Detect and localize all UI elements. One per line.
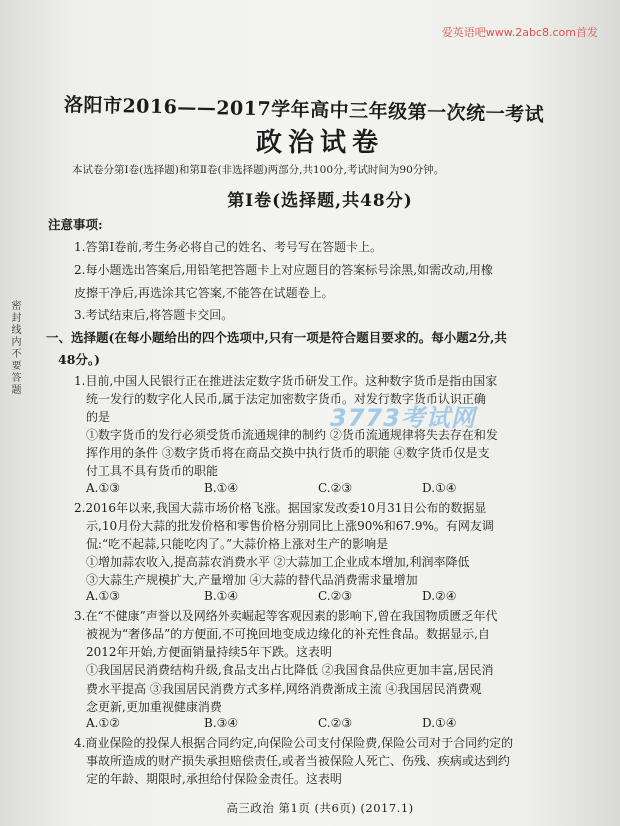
note-item: 皮擦干净后,再选涂其它答案,不能答在试题卷上。 <box>74 286 334 300</box>
question-stem: 2012年开始,方便面销量持续5年下跌。这表明 <box>86 645 332 659</box>
question-statement: 念更新,更加重视健康消费 <box>86 700 222 714</box>
choice-c: C.②③ <box>318 716 353 730</box>
seal-line-notice: 密封线内不要答题 <box>9 300 20 396</box>
question-statement: 付工具不具有货币的职能 <box>86 464 219 478</box>
note-item: 3.考试结束后,将答题卡交回。 <box>74 308 234 322</box>
question-statement: 挥作用的条件 ③数字货币将在商品交换中执行货币的职能 ④数字货币仅是支 <box>86 446 490 460</box>
question-stem: 示,10月份大蒜的批发价格和零售价格分别同比上涨90%和67.9%。有网友调 <box>86 519 494 533</box>
question-stem: 事故所造成的财产损失承担赔偿责任,或者当被保险人死亡、伤残、疾病或达到约 <box>86 754 510 768</box>
question-statement: ①增加蒜农收入,提高蒜农消费水平 ②大蒜加工企业成本增加,利润率降低 <box>86 555 470 569</box>
source-watermark: 爱英语吧www.2abc8.com首发 <box>441 26 598 39</box>
page-footer: 高三政治 第1页 (共6页) (2017.1) <box>226 801 414 815</box>
section-heading-cont: 48分。) <box>58 352 101 367</box>
question-stem: 侃:“吃不起蒜,只能吃肉了。”大蒜价格上涨对生产的影响是 <box>86 537 389 551</box>
question-stem: 1.目前,中国人民银行正在推进法定数字货币研发工作。这种数字货币是指由国家 <box>74 374 498 388</box>
question-stem: 4.商业保险的投保人根据合同约定,向保险公司支付保险费,保险公司对于合同约定的 <box>74 736 514 750</box>
question-statement: ①数字货币的发行必须受货币流通规律的制约 ②货币流通规律将失去存在和发 <box>86 428 498 442</box>
choice-d: D.②④ <box>422 589 457 603</box>
exam-title: 洛阳市2016——2017学年高中三年级第一次统一考试 <box>63 94 545 127</box>
choice-b: B.①④ <box>204 481 239 495</box>
question-stem: 统一发行的数字化人民币,属于法定加密数字货币。对发行数字货币认识正确 <box>86 392 486 406</box>
exam-intro: 本试卷分第Ⅰ卷(选择题)和第Ⅱ卷(非选择题)两部分,共100分,考试时间为90分钟。 <box>72 164 445 176</box>
choice-c: C.②③ <box>318 481 353 495</box>
subject-title: 政治试卷 <box>255 128 384 158</box>
question-stem: 3.在“不健康”声誉以及网络外卖崛起等客观因素的影响下,曾在我国物质匮乏年代 <box>74 609 498 623</box>
choice-c: C.②③ <box>318 589 353 603</box>
choice-d: D.①④ <box>422 481 457 495</box>
question-stem: 定的年龄、期限时,承担给付保险金责任。这表明 <box>86 772 342 786</box>
note-item: 2.每小题选出答案后,用铅笔把答题卡上对应题目的答案标号涂黑,如需改动,用橡 <box>74 263 493 277</box>
choice-a: A.①② <box>86 716 120 730</box>
choice-a: A.①③ <box>86 589 120 603</box>
question-stem: 被视为“奢侈品”的方便面,不可挽回地变成边缘化的补充性食品。数据显示,自 <box>86 627 490 641</box>
question-stem: 2.2016年以来,我国大蒜市场价格飞涨。据国家发改委10月31日公布的数据显 <box>74 501 487 515</box>
section-heading: 一、选择题(在每小题给出的四个选项中,只有一项是符合题目要求的。每小题2分,共 <box>46 330 507 345</box>
choice-d: D.①④ <box>422 716 457 730</box>
note-item: 1.答第Ⅰ卷前,考生务必将自己的姓名、考号写在答题卡上。 <box>74 240 383 254</box>
question-stem: 的是 <box>86 410 111 424</box>
choice-a: A.①③ <box>86 481 120 495</box>
site-watermark: 3773考试网 <box>330 404 476 432</box>
part-title: 第Ⅰ卷(选择题,共48分) <box>227 191 413 211</box>
question-statement: ①我国居民消费结构升级,食品支出占比降低 ②我国食品供应更加丰富,居民消 <box>86 663 494 677</box>
notes-heading: 注意事项: <box>48 217 103 232</box>
question-statement: ③大蒜生产规模扩大,产量增加 ④大蒜的替代品消费需求量增加 <box>86 573 418 587</box>
choice-b: B.①④ <box>204 589 239 603</box>
question-statement: 费水平提高 ③我国居民消费方式多样,网络消费渐成主流 ④我国居民消费观 <box>86 682 482 696</box>
choice-b: B.③④ <box>204 716 239 730</box>
